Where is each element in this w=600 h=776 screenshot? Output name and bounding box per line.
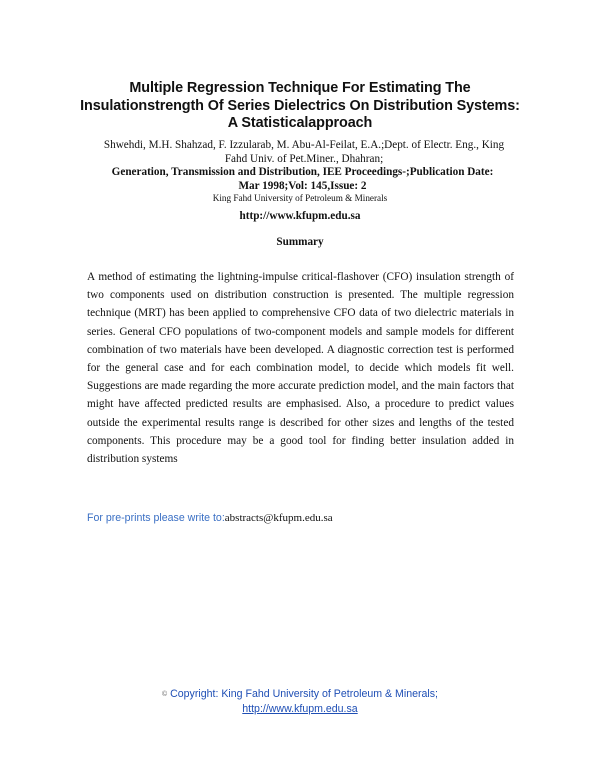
footer — [130, 687, 470, 717]
preprint-line — [87, 512, 507, 524]
preprint-email[interactable]: abstracts@kfupm.edu.sa — [224, 512, 333, 524]
footer-copyright — [130, 687, 470, 702]
paper-title: Multiple Regression Technique For Estimating The Insulationstrength Of Series Dielectrics On Distribution Systems: A Statisticalapproach — [80, 80, 520, 131]
copyright-text: Copyright: King Fahd University of Petroleum & Minerals; — [170, 688, 439, 700]
publication-info: Generation, Transmission and Distribution, IEE Proceedings-;Publication Date: Mar 1998;Vol: 145,Issue: 2 — [111, 166, 494, 192]
website-url: http://www.kfupm.edu.sa — [239, 210, 361, 222]
affiliation: King Fahd University of Petroleum & Minerals — [212, 193, 388, 203]
summary-heading: Summary — [276, 236, 324, 248]
paper-authors: Shwehdi, M.H. Shahzad, F. Izzularab, M. Abu-Al-Feilat, E.A.;Dept. of Electr. Eng., King Fahd Univ. of Pet.Miner., Dhahran; — [103, 139, 505, 165]
abstract-text: A method of estimating the lightning-impulse critical-flashover (CFO) insulation strength of two components used on distribution construction is presented. The multiple regression technique (MRT) has been applied to comprehensive CFO data of two dielectric materials in series. General CFO populations of two-component models and sample models for different combination of two materials have been developed. A diagnostic correction test is performed for the general case and for each combination model, to decide which models fit well. Suggestions are made regarding the more accurate prediction model, and the main factors that might have affected predicted results are emphasised. Also, a procedure to predict values outside the experimental results range is described for other sizes and lengths of the tested components. This procedure may be a good tool for finding better insulation added in distribution systems — [87, 271, 514, 466]
copyright-icon: © — [161, 691, 168, 698]
preprint-label: For pre-prints please write to: — [87, 512, 225, 524]
footer-link[interactable]: http://www.kfupm.edu.sa — [242, 703, 358, 715]
